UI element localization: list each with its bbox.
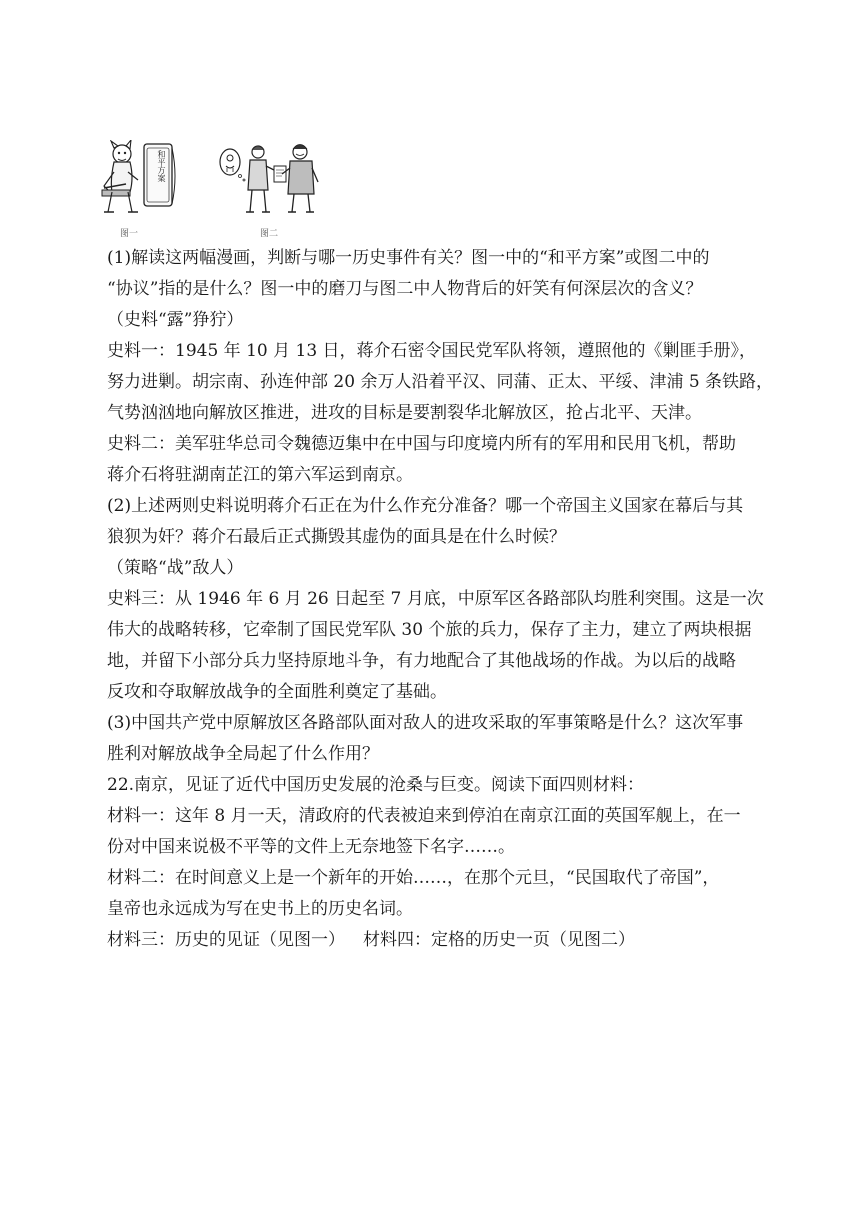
text-line: 史料二：美军驻华总司令魏德迈集中在中国与印度境内所有的军用和民用飞机，帮助 (107, 434, 736, 454)
text-line-last (107, 925, 767, 956)
text-line: 狼狈为奸？蒋介石最后正式撕毁其虚伪的面具是在什么时候？ (107, 527, 566, 547)
cartoon-figures (100, 140, 360, 240)
text-line: 份对中国来说极不平等的文件上无奈地签下名字……。 (107, 837, 515, 857)
figure-1-plaque-text: 和平方案 (157, 150, 166, 182)
text-line: 22.南京，见证了近代中国历史发展的沧桑与巨变。阅读下面四则材料： (107, 775, 645, 795)
figure-1 (100, 140, 180, 240)
material-four-label: 材料四：定格的历史一页（见图二） (363, 930, 635, 950)
document-body (107, 243, 774, 956)
text-line: “协议”指的是什么？图一中的磨刀与图二中人物背后的奸笑有何深层次的含义？ (107, 279, 703, 299)
text-block (107, 243, 774, 956)
material-three-label: 材料三：历史的见证（见图一） (107, 930, 345, 950)
text-line: 皇帝也永远成为写在史书上的历史名词。 (107, 899, 413, 919)
cartoon-figure-2-image (216, 140, 326, 218)
text-line: (1)解读这两幅漫画，判断与哪一历史事件有关？图一中的“和平方案”或图二中的 (107, 248, 710, 268)
cartoon-figure-1-image (100, 140, 180, 218)
figure-2 (216, 140, 326, 240)
text-line: （史料“露”狰狞） (107, 310, 244, 330)
text-line: (3)中国共产党中原解放区各路部队面对敌人的进攻采取的军事策略是什么？这次军事 (107, 713, 744, 733)
text-line: 材料二：在时间意义上是一个新年的开始……，在那个元旦，“民国取代了帝国”， (107, 868, 720, 888)
text-line: 材料一：这年 8 月一天，清政府的代表被迫来到停泊在南京江面的英国军舰上，在一 (107, 806, 741, 826)
text-line: （策略“战”敌人） (107, 558, 244, 578)
text-line: 气势汹汹地向解放区推进，进攻的目标是要割裂华北解放区，抢占北平、天津。 (107, 403, 702, 423)
figure-2-caption: 图二 (260, 229, 279, 239)
text-line: 地，并留下小部分兵力坚持原地斗争，有力地配合了其他战场的作战。为以后的战略 (107, 651, 736, 671)
figure-1-caption: 图一 (120, 229, 139, 239)
text-line: 反攻和夺取解放战争的全面胜利奠定了基础。 (107, 682, 447, 702)
text-line: 蒋介石将驻湖南芷江的第六军运到南京。 (107, 465, 413, 485)
text-line: 史料三：从 1946 年 6 月 26 日起至 7 月底，中原军区各路部队均胜利突围。这是一次 (107, 589, 764, 609)
text-line: 史料一：1945 年 10 月 13 日，蒋介石密令国民党军队将领，遵照他的《剿匪手册》， (107, 341, 757, 361)
text-line: 胜利对解放战争全局起了什么作用？ (107, 744, 379, 764)
text-line: 伟大的战略转移，它牵制了国民党军队 30 个旅的兵力，保存了主力，建立了两块根据 (107, 620, 752, 640)
text-line: (2)上述两则史料说明蒋介石正在为什么作充分准备？哪一个帝国主义国家在幕后与其 (107, 496, 744, 516)
text-line: 努力进剿。胡宗南、孙连仲部 20 余万人沿着平汉、同蒲、正太、平绥、津浦 5 条铁路， (107, 372, 774, 392)
